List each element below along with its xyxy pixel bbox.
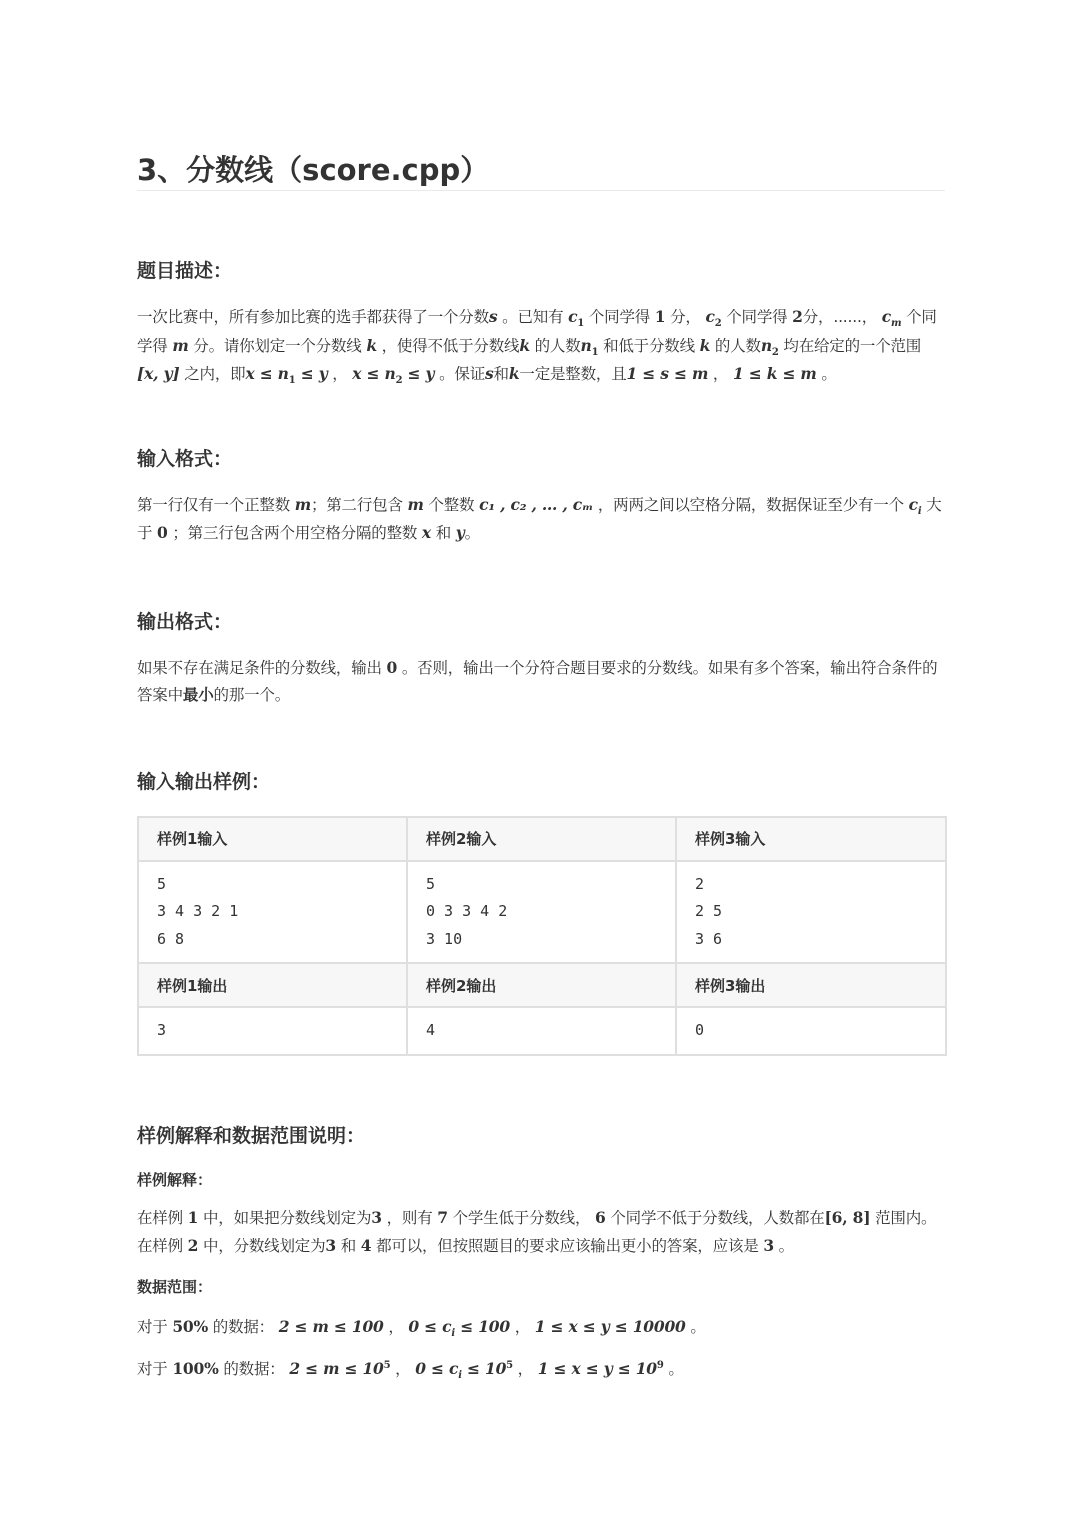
sample-explanation-text: 在样例 1 中，如果把分数线划定为3 ，则有 7 个学生低于分数线， 6 个同学不低于分数线，人数都在[6, 8] 范围内。在样例 2 中，分数线划定为3 和 4 都可以，但按照题目的要求应该输出更小的答案，应该是 3 。 (137, 1207, 937, 1255)
sample1-output-header: 样例1输出 (138, 963, 407, 1007)
page-title: 3、分数线（score.cpp） (137, 153, 490, 187)
sample1-output: 3 (138, 1007, 407, 1055)
sample1-input: 5 3 4 3 2 1 6 8 (138, 861, 407, 964)
sample2-output-header: 样例2输出 (407, 963, 676, 1007)
samples-input-header-row (138, 817, 946, 861)
data-range-50: 对于 50% 的数据： 2 ≤ m ≤ 100 ， $0 \le c_i \le 100$ ， 1 ≤ x ≤ y ≤ 10000 。 (137, 1316, 706, 1339)
sample-explanation-subheading: 样例解释： (137, 1170, 213, 1189)
sample3-output: 0 (676, 1007, 946, 1055)
sample2-output: 4 (407, 1007, 676, 1055)
output-format-heading: 输出格式： (137, 610, 233, 633)
samples-output-header-row (138, 963, 946, 1007)
samples-heading: 输入输出样例： (137, 770, 271, 793)
sample3-input-header: 样例3输入 (676, 817, 946, 861)
sample1-input-header: 样例1输入 (138, 817, 407, 861)
sample3-output-header: 样例3输出 (676, 963, 946, 1007)
data-range-subheading: 数据范围： (137, 1277, 213, 1296)
input-format-heading: 输入格式： (137, 447, 233, 470)
description-heading: 题目描述： (137, 260, 233, 282)
input-format-text: 第一行仅有一个正整数 m；第二行包含 m 个整数 c₁ , c₂ , … , cₘ ，两两之间以空格分隔，数据保证至少有一个 $c_i$ 大于 0 ；第三行包含两个用空格分隔的整数 x 和 y。 (137, 494, 942, 542)
title-divider (137, 190, 945, 191)
samples-input-row (138, 861, 946, 964)
description-text: 一次比赛中，所有参加比赛的选手都获得了一个分数s 。已知有 $c_1$ 个同学得 1 分， $c_2$ 个同学得 2分，......， $c_m$ 个同学得 m 分。请你划定一个分数线 k ，使得不低于分数线k 的人数$n_1$ 和低于分数线 k 的人数$n_2$ 均在给定的一个范围 [x, y] 之内，即$x \le n_1 \le y$ ， $x \le n_2 \le y$ 。保证s和k一定是整数，且1 ≤ s ≤ m ， 1 ≤ k ≤ m 。 (137, 307, 937, 387)
sample3-input: 2 2 5 3 6 (676, 861, 946, 964)
document-page (137, 150, 945, 1384)
data-range-100: 对于 100% 的数据： $2 \le m \le 10^5$ ， $0 \le c_i \le 10^5$ ， $1 \le x \le y \le 10^9$ 。 (137, 1359, 684, 1382)
sample2-input: 5 0 3 3 4 2 3 10 (407, 861, 676, 964)
samples-table (137, 816, 947, 1056)
output-format-text: 如果不存在满足条件的分数线，输出 0 。否则，输出一个分符合题目要求的分数线。如果有多个答案，输出符合条件的答案中最小的那一个。 (137, 657, 938, 704)
explanation-heading: 样例解释和数据范围说明： (137, 1124, 366, 1147)
sample2-input-header: 样例2输入 (407, 817, 676, 861)
samples-output-row (138, 1007, 946, 1055)
